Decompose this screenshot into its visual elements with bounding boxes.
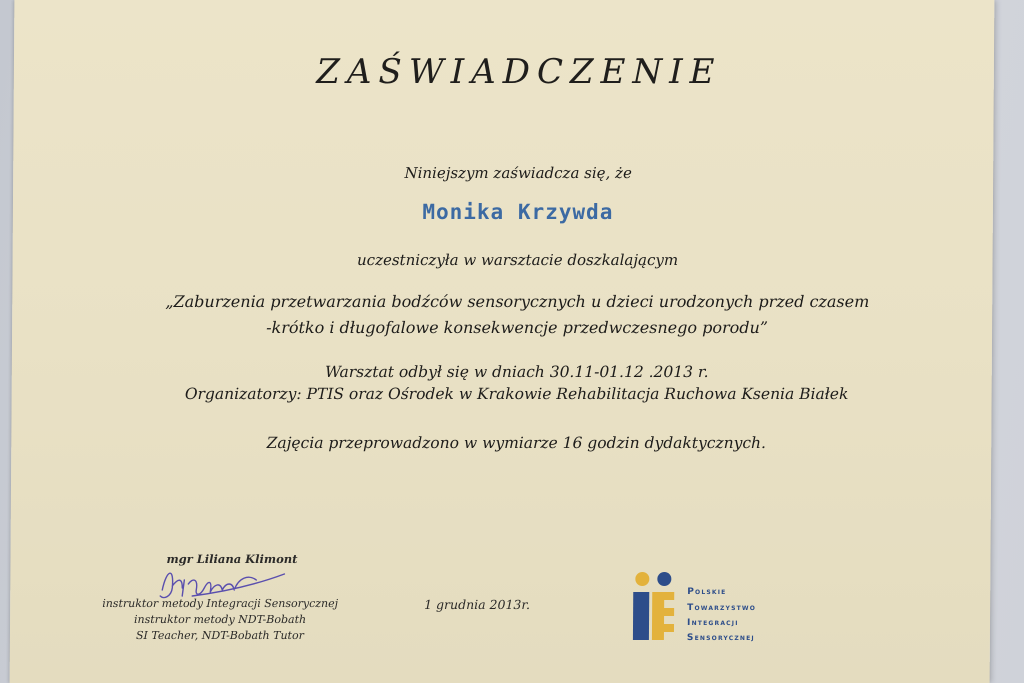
hours-text: Zajęcia przeprowadzono w wymiarze 16 godzin dydaktycznych. [266, 434, 767, 452]
instructor-name: mgr Liliana Klimont [166, 552, 298, 566]
certificate-paper [10, 0, 995, 683]
instructor-role-1: instruktor metody Integracji Sensorycznej [102, 597, 339, 610]
instructor-role-2: instruktor metody NDT-Bobath [133, 613, 307, 626]
workshop-topic-line2: -krótko i długofalowe konsekwencje przedwczesnego porodu” [266, 318, 769, 337]
recipient-name: Monika Krzywda [422, 200, 614, 224]
logo-text-line2: Towarzystwo [687, 603, 757, 613]
organizers-text: Organizatorzy: PTIS oraz Ośrodek w Krakowie Rehabilitacja Ruchowa Ksenia Białek [184, 385, 849, 403]
logo-text-line3: Integracji [686, 618, 739, 628]
ptis-logo-icon [630, 570, 683, 642]
logo-text-line1: Polskie [687, 587, 727, 597]
workshop-dates: Warsztat odbył się w dniach 30.11-01.12 .2013 r. [324, 363, 709, 381]
intro-text: Niniejszym zaświadcza się, że [404, 164, 632, 182]
certificate-title: ZAŚWIADCZENIE [316, 52, 722, 92]
issue-date: 1 grudnia 2013r. [424, 597, 531, 612]
workshop-topic-line1: „Zaburzenia przetwarzania bodźców sensorycznych u dzieci urodzonych przed czasem [165, 292, 870, 311]
ptis-logo [630, 570, 791, 646]
participation-text: uczestniczyła w warsztacie doszkalającym [356, 251, 679, 269]
logo-text-line4: Sensorycznej [686, 633, 755, 643]
instructor-role-3: SI Teacher, NDT-Bobath Tutor [135, 629, 304, 642]
